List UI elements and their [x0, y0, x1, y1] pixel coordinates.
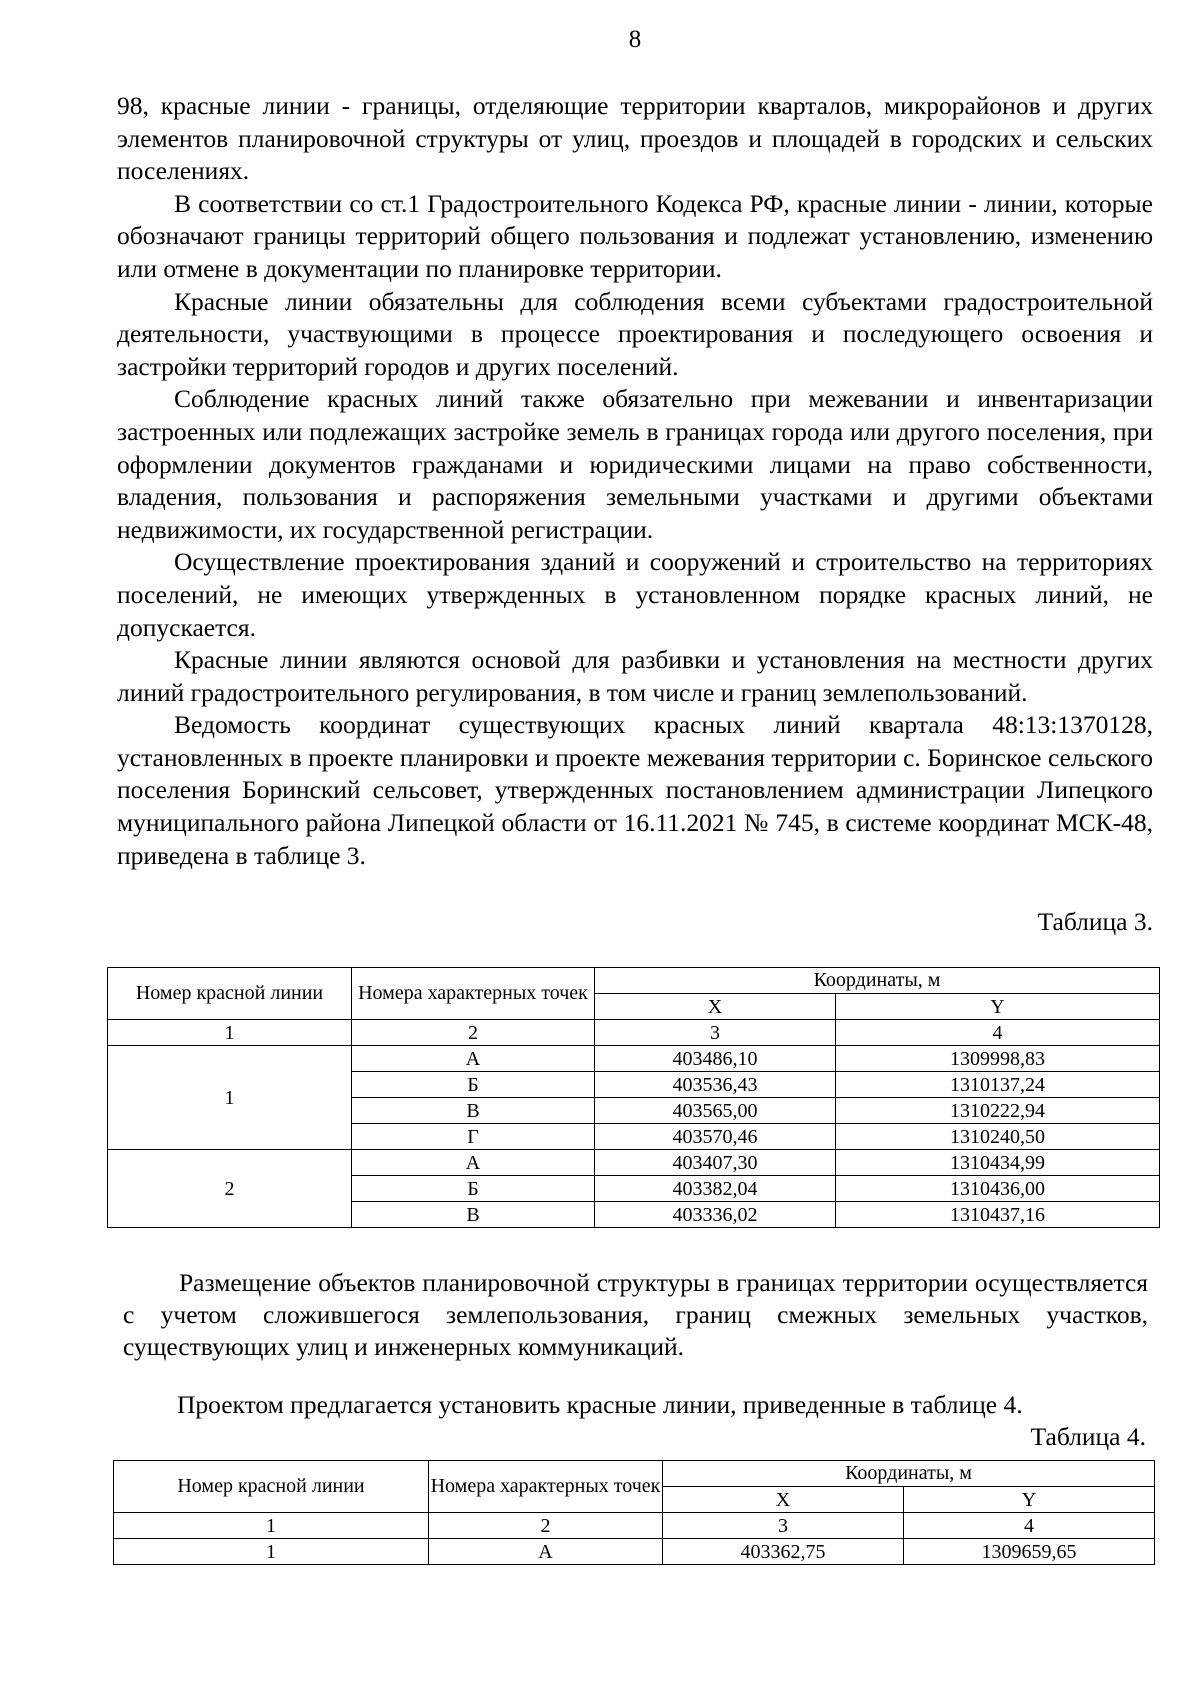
- point-cell: В: [352, 1202, 595, 1228]
- paragraph: Ведомость координат существующих красных линий квартала 48:13:1370128, установленных в проекте планировки и проекте межевания территории с. Боринское сельского поселения Боринский сельсовет, утвержденных постановлением администрации Липецкого муниципального района Липецкой области от 16.11.2021 № 745, в системе координат МСК-48, приведена в таблице 3.: [117, 710, 1153, 870]
- header-x: X: [663, 1487, 904, 1513]
- table-3: [107, 967, 1160, 1228]
- paragraph: Осуществление проектирования зданий и сооружений и строительство на территориях поселений, не имеющих утвержденных в установленном порядке красных линий, не допускается.: [117, 547, 1153, 642]
- header-points: Номера характерных точек: [429, 1461, 663, 1513]
- table-row: [114, 1539, 1155, 1565]
- header-y: Y: [836, 994, 1160, 1020]
- y-cell: 1310222,94: [836, 1098, 1160, 1124]
- x-cell: 403536,43: [595, 1072, 836, 1098]
- paragraph: Красные линии являются основой для разбивки и установления на местности других линий градостроительного регулирования, в том числе и границ землепользований.: [117, 645, 1153, 707]
- index-cell: 2: [352, 1020, 595, 1046]
- middle-text: [123, 1267, 1148, 1363]
- index-cell: 3: [663, 1513, 904, 1539]
- intro-text: [117, 90, 1153, 872]
- paragraph: В соответствии со ст.1 Градостроительного Кодекса РФ, красные линии - линии, которые обозначают границы территорий общего пользования и подлежат установлению, изменению или отмене в документации по планировке территории.: [117, 188, 1153, 283]
- table-header-row: [114, 1461, 1155, 1487]
- line-number-cell: 2: [108, 1150, 352, 1228]
- paragraph: Проектом предлагается установить красные линии, приведенные в таблице 4.: [177, 1390, 1023, 1419]
- table-row: [108, 1046, 1160, 1072]
- header-y: Y: [904, 1487, 1155, 1513]
- paragraph: 98, красные линии - границы, отделяющие территории кварталов, микрорайонов и других элементов планировочной структуры от улиц, проездов и площадей в городских и сельских поселениях.: [117, 91, 1153, 186]
- table-header-row: [108, 968, 1160, 994]
- paragraph: Соблюдение красных линий также обязательно при межевании и инвентаризации застроенных или подлежащих застройке земель в границах города или другого поселения, при оформлении документов гражданами и юридическими лицами на право собственности, владения, пользования и распоряжения земельными участками и другими объектами недвижимости, их государственной регистрации.: [117, 384, 1153, 544]
- header-points: Номера характерных точек: [352, 968, 595, 1020]
- index-cell: 3: [595, 1020, 836, 1046]
- table-index-row: [114, 1513, 1155, 1539]
- index-cell: 1: [114, 1513, 429, 1539]
- page-number: 8: [628, 26, 642, 53]
- index-cell: 4: [904, 1513, 1155, 1539]
- point-cell: А: [352, 1046, 595, 1072]
- index-cell: 2: [429, 1513, 663, 1539]
- y-cell: 1310240,50: [836, 1124, 1160, 1150]
- table-4: [113, 1460, 1155, 1565]
- x-cell: 403407,30: [595, 1150, 836, 1176]
- x-cell: 403570,46: [595, 1124, 836, 1150]
- index-cell: 1: [108, 1020, 352, 1046]
- header-line: Номер красной линии: [108, 968, 352, 1020]
- point-cell: Б: [352, 1176, 595, 1202]
- y-cell: 1310437,16: [836, 1202, 1160, 1228]
- header-coords: Координаты, м: [595, 968, 1160, 994]
- paragraph: Красные линии обязательны для соблюдения всеми субъектами градостроительной деятельности, участвующими в процессе проектирования и последующего освоения и застройки территорий городов и других поселений.: [117, 286, 1153, 381]
- header-coords: Координаты, м: [663, 1461, 1155, 1487]
- y-cell: 1310436,00: [836, 1176, 1160, 1202]
- table-4-caption: Таблица 4.: [1030, 1422, 1146, 1451]
- line-number-cell: 1: [108, 1046, 352, 1150]
- point-cell: Г: [352, 1124, 595, 1150]
- y-cell: 1309659,65: [904, 1539, 1155, 1565]
- x-cell: 403362,75: [663, 1539, 904, 1565]
- header-line: Номер красной линии: [114, 1461, 429, 1513]
- y-cell: 1310434,99: [836, 1150, 1160, 1176]
- paragraph: Размещение объектов планировочной структуры в границах территории осуществляется с учетом сложившегося землепользования, границ смежных земельных участков, существующих улиц и инженерных коммуникаций.: [123, 1268, 1148, 1361]
- x-cell: 403382,04: [595, 1176, 836, 1202]
- y-cell: 1310137,24: [836, 1072, 1160, 1098]
- point-cell: Б: [352, 1072, 595, 1098]
- table-row: [108, 1150, 1160, 1176]
- x-cell: 403565,00: [595, 1098, 836, 1124]
- table-index-row: [108, 1020, 1160, 1046]
- line-number-cell: 1: [114, 1539, 429, 1565]
- y-cell: 1309998,83: [836, 1046, 1160, 1072]
- point-cell: В: [352, 1098, 595, 1124]
- x-cell: 403486,10: [595, 1046, 836, 1072]
- index-cell: 4: [836, 1020, 1160, 1046]
- point-cell: А: [352, 1150, 595, 1176]
- header-x: X: [595, 994, 836, 1020]
- table-3-caption: Таблица 3.: [1037, 907, 1153, 936]
- point-cell: А: [429, 1539, 663, 1565]
- x-cell: 403336,02: [595, 1202, 836, 1228]
